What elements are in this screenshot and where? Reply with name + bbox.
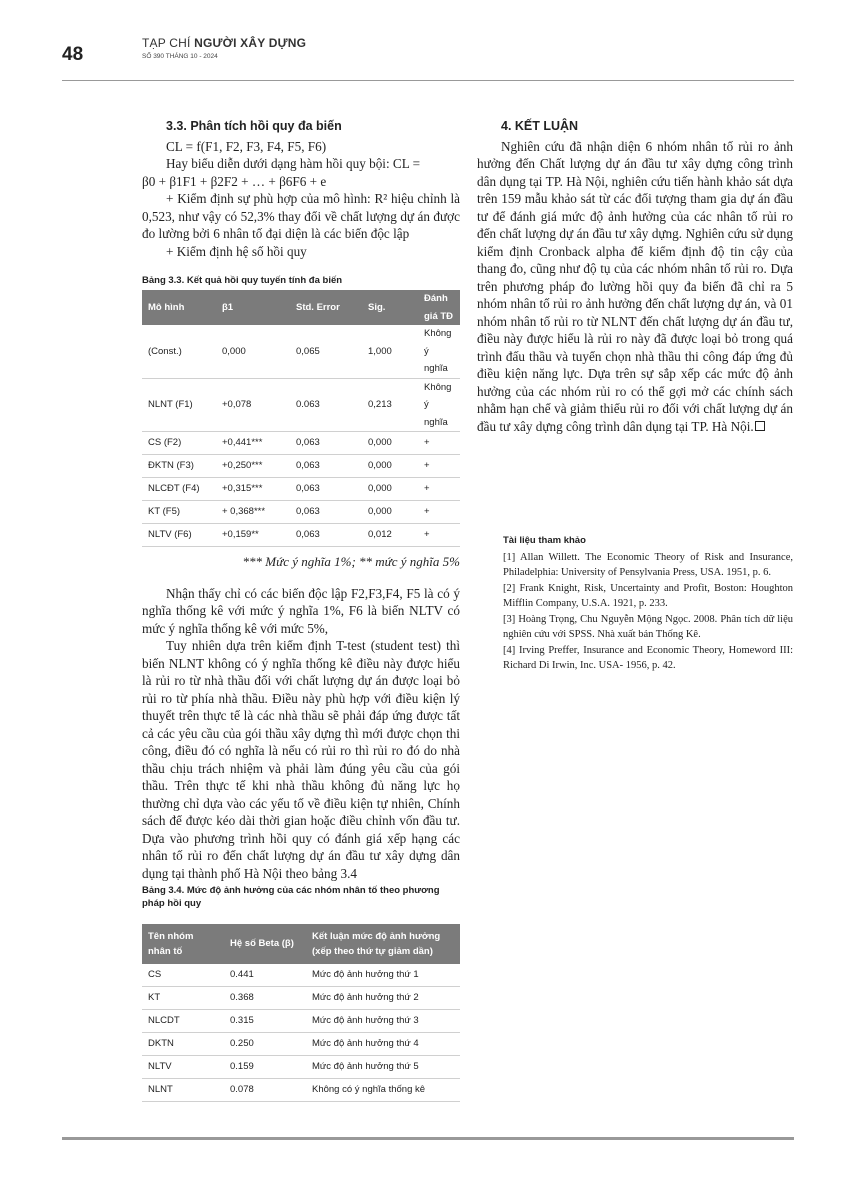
table-cell: 0,000 xyxy=(216,325,290,378)
table-cell: NLCDT xyxy=(142,1010,224,1033)
table-cell: 0,000 xyxy=(362,478,418,501)
table-header-row xyxy=(142,290,460,325)
table-row xyxy=(142,325,460,378)
right-column xyxy=(477,118,793,435)
table-cell: Mức độ ảnh hưởng thứ 3 xyxy=(306,1010,460,1033)
col-header: Tên nhóm nhân tố xyxy=(142,924,224,964)
table-row xyxy=(142,1079,460,1102)
reference-item: [1] Allan Willett. The Economic Theory of Risk and Insurance, Philadelphia: University of Pensylvania Press, USA. 1951, p. 6. xyxy=(503,551,793,578)
journal-prefix: TẠP CHÍ xyxy=(142,36,191,50)
table-cell: + xyxy=(418,432,460,455)
col-header: Hệ số Beta (β) xyxy=(224,924,306,964)
table-3-4-caption: Bảng 3.4. Mức độ ảnh hưởng của các nhóm nhân tố theo phương pháp hồi quy xyxy=(142,885,440,909)
table-cell: Không có ý nghĩa thống kê xyxy=(306,1079,460,1102)
footer-rule xyxy=(62,1137,794,1140)
journal-title xyxy=(142,36,306,50)
table-cell: 0,065 xyxy=(290,325,362,378)
table-cell: 0,012 xyxy=(362,524,418,547)
table-cell: KT xyxy=(142,987,224,1010)
table-cell: ĐKTN (F3) xyxy=(142,455,216,478)
reference-item: [4] Irving Preffer, Insurance and Economic Theory, Homeword III: Richard Di Irwin, Inc. USA- 1956, p. 42. xyxy=(503,644,793,671)
table-cell: DKTN xyxy=(142,1033,224,1056)
table-cell: (Const.) xyxy=(142,325,216,378)
issue-line: SỐ 390 THÁNG 10 - 2024 xyxy=(142,53,218,60)
table-cell: 0,063 xyxy=(290,501,362,524)
table-cell: 0,000 xyxy=(362,501,418,524)
paragraph-significance: Nhận thấy chỉ có các biến độc lập F2,F3,F4, F5 là có ý nghĩa thống kê với mức ý nghĩa 1%, F6 là biến NLTV có mức ý nghĩa thống kê với mức 5%, xyxy=(142,585,460,636)
conclusion-paragraph xyxy=(477,138,793,436)
table-row xyxy=(142,432,460,455)
table-cell: Không ý nghĩa xyxy=(418,378,460,432)
table-row xyxy=(142,987,460,1010)
table-3-3-caption: Bảng 3.3. Kết quả hồi quy tuyến tính đa biến xyxy=(142,275,343,286)
table-cell: Mức độ ảnh hưởng thứ 4 xyxy=(306,1033,460,1056)
page-header xyxy=(0,0,854,80)
left-column xyxy=(142,118,460,1102)
table-cell: 0.159 xyxy=(224,1056,306,1079)
table-row xyxy=(142,378,460,432)
col-header: Đánh giá TĐ xyxy=(418,290,460,325)
table-3-4 xyxy=(142,924,460,1102)
table-cell: + 0,368*** xyxy=(216,501,290,524)
table-cell: + xyxy=(418,524,460,547)
table-cell: NLNT (F1) xyxy=(142,378,216,432)
col-header: β1 xyxy=(216,290,290,325)
table-row xyxy=(142,501,460,524)
col-header: Mô hình xyxy=(142,290,216,325)
table-cell: NLTV (F6) xyxy=(142,524,216,547)
table-cell: 0.441 xyxy=(224,964,306,987)
table-3-3 xyxy=(142,290,460,547)
table-cell: 0,000 xyxy=(362,455,418,478)
table-cell: 0,000 xyxy=(362,432,418,455)
paragraph-t-test: Tuy nhiên dựa trên kiểm định T-test (student test) thì biến NLNT không có ý nghĩa thống kê điều này được hiểu là rủi ro từ nhà thầu đối với chất lượng dự án được loại bỏ rủi ro từ phía nhà thầu. Điều này phù hợp với điều kiện lý thuyết trên thực tế là các nhà thầu sẽ phải đáp ứng được tất cả các yêu cầu của gói thầu xây dựng thì mới được chọn thi công, điều đó có nghĩa là nếu có rủi ro thì rủi ro đó do nhà thầu chịu trách nhiệm và phải làm đúng yêu cầu của gói thầu. Trên thực tế khi nhà thầu không đủ năng lực họ thường chỉ dựa vào các yếu tố về điều kiện tự nhiên, Chính sách để được kéo dài thời gian hoặc điều chỉnh vốn đầu tư. Dựa vào phương trình hồi quy có đánh giá xếp hạng các nhân tố rủi ro đến chất lượng dự án đầu tư xây dựng dân dụng tại thành phố Hà Nội theo bảng 3.4 xyxy=(142,638,460,881)
header-rule xyxy=(62,80,794,81)
table-cell: +0,315*** xyxy=(216,478,290,501)
table-cell: +0,250*** xyxy=(216,455,290,478)
table-cell: 0.078 xyxy=(224,1079,306,1102)
table-cell: 0,063 xyxy=(290,478,362,501)
table-cell: Mức độ ảnh hưởng thứ 1 xyxy=(306,964,460,987)
col-header: Sig. xyxy=(362,290,418,325)
equation-2-intro: Hay biểu diễn dưới dạng hàm hồi quy bội: CL = xyxy=(166,156,421,171)
reference-item: [3] Hoàng Trọng, Chu Nguyễn Mộng Ngọc. 2008. Phân tích dữ liệu nghiên cứu với SPSS. Nhà xuất bản Thống Kê. xyxy=(503,613,793,640)
table-cell: + xyxy=(418,455,460,478)
table-cell: 0,063 xyxy=(290,455,362,478)
table-row xyxy=(142,1010,460,1033)
page-number: 48 xyxy=(62,44,84,65)
table-cell: NLTV xyxy=(142,1056,224,1079)
col-header: Kết luận mức độ ảnh hưởng (xếp theo thứ tự giảm dần) xyxy=(306,924,460,964)
references xyxy=(503,533,793,674)
table-cell: +0,441*** xyxy=(216,432,290,455)
paragraph-coef-test: + Kiểm định hệ số hồi quy xyxy=(166,243,307,259)
conclusion-heading: 4. KẾT LUẬN xyxy=(501,119,579,133)
table-cell: 0.368 xyxy=(224,987,306,1010)
journal-name: NGƯỜI XÂY DỰNG xyxy=(194,36,307,50)
conclusion-text: Nghiên cứu đã nhận diện 6 nhóm nhân tố rủi ro ảnh hưởng đến Chất lượng dự án đầu tư xây dựng công trình dân dụng tại TP. Hà Nội, nghiên cứu tiến hành khảo sát dựa trên 159 mẫu khảo sát từ các đối tượng tham gia dự án đầu tư để đánh giá mức độ ảnh hưởng của các nhân tố rủi ro đến chất lượng dự án đầu tư xây dựng. Nghiên cứu sử dụng kiểm định Cronback alpha để kiểm định độ tin cậy của thang đo, cũng như độ tụ của các nhóm nhân tố rủi ro. Dựa trên phương pháp đo lường hồi quy đa biến đã chỉ ra 5 nhóm nhân tố rủi ro ảnh hưởng đến chất lượng dự án, và 01 nhóm nhân tố rủi ro từ NLNT đến chất lượng dự án đầu tư, điều này được hiểu là rủi ro này đã được loại bỏ trong quá trình đấu thầu và tuyển chọn nhà thầu thi công đáp ứng đủ điều kiện năng lực. Dựa trên sự sắp xếp các mức độ ảnh hưởng của các nhóm rủi ro có thể gợi mở các chính sách nhằm hạn chế và giảm thiểu rủi ro đối với chất lượng dự án đầu tư xây dựng công trình dân dụng tại TP. Hà Nội. xyxy=(477,138,793,434)
table-row xyxy=(142,524,460,547)
table-cell: 0,063 xyxy=(290,524,362,547)
table-cell: + xyxy=(418,478,460,501)
table-cell: 0.063 xyxy=(290,378,362,432)
table-cell: KT (F5) xyxy=(142,501,216,524)
paragraph-model-fit: + Kiểm định sự phù hợp của mô hình: R² hiệu chỉnh là 0,523, như vậy có 52,3% thay đổi về chất lượng dự án được đo lường bởi 6 nhân tố đại diện là các biến độc lập xyxy=(142,191,460,241)
table-cell: 0,213 xyxy=(362,378,418,432)
table-3-3-note: *** Mức ý nghĩa 1%; ** mức ý nghĩa 5% xyxy=(242,554,460,569)
table-cell: CS (F2) xyxy=(142,432,216,455)
table-row xyxy=(142,1056,460,1079)
table-cell: Mức độ ảnh hưởng thứ 5 xyxy=(306,1056,460,1079)
end-mark-icon xyxy=(755,421,765,431)
table-cell: NLNT xyxy=(142,1079,224,1102)
table-row xyxy=(142,478,460,501)
equation-2 xyxy=(142,173,460,191)
table-cell: + xyxy=(418,501,460,524)
table-cell: 0.315 xyxy=(224,1010,306,1033)
references-title: Tài liệu tham khảo xyxy=(503,535,586,546)
table-cell: 0,063 xyxy=(290,432,362,455)
table-cell: +0,078 xyxy=(216,378,290,432)
reference-item: [2] Frank Knight, Risk, Uncertainty and Profit, Boston: Houghton Mifflin Company, U.S.A. 1921, p. 233. xyxy=(503,582,793,609)
table-row xyxy=(142,1033,460,1056)
table-cell: Mức độ ảnh hưởng thứ 2 xyxy=(306,987,460,1010)
table-row xyxy=(142,964,460,987)
table-cell: CS xyxy=(142,964,224,987)
table-row xyxy=(142,455,460,478)
table-cell: 0.250 xyxy=(224,1033,306,1056)
table-cell: NLCĐT (F4) xyxy=(142,478,216,501)
equation-2-text: β0 + β1F1 + β2F2 + … + β6F6 + e xyxy=(142,173,327,189)
col-header: Std. Error xyxy=(290,290,362,325)
table-cell: +0,159** xyxy=(216,524,290,547)
table-header-row xyxy=(142,924,460,964)
section-heading: 3.3. Phân tích hồi quy đa biến xyxy=(166,119,342,133)
table-cell: Không ý nghĩa xyxy=(418,325,460,378)
equation-1: CL = f(F1, F2, F3, F4, F5, F6) xyxy=(166,138,327,154)
table-cell: 1,000 xyxy=(362,325,418,378)
